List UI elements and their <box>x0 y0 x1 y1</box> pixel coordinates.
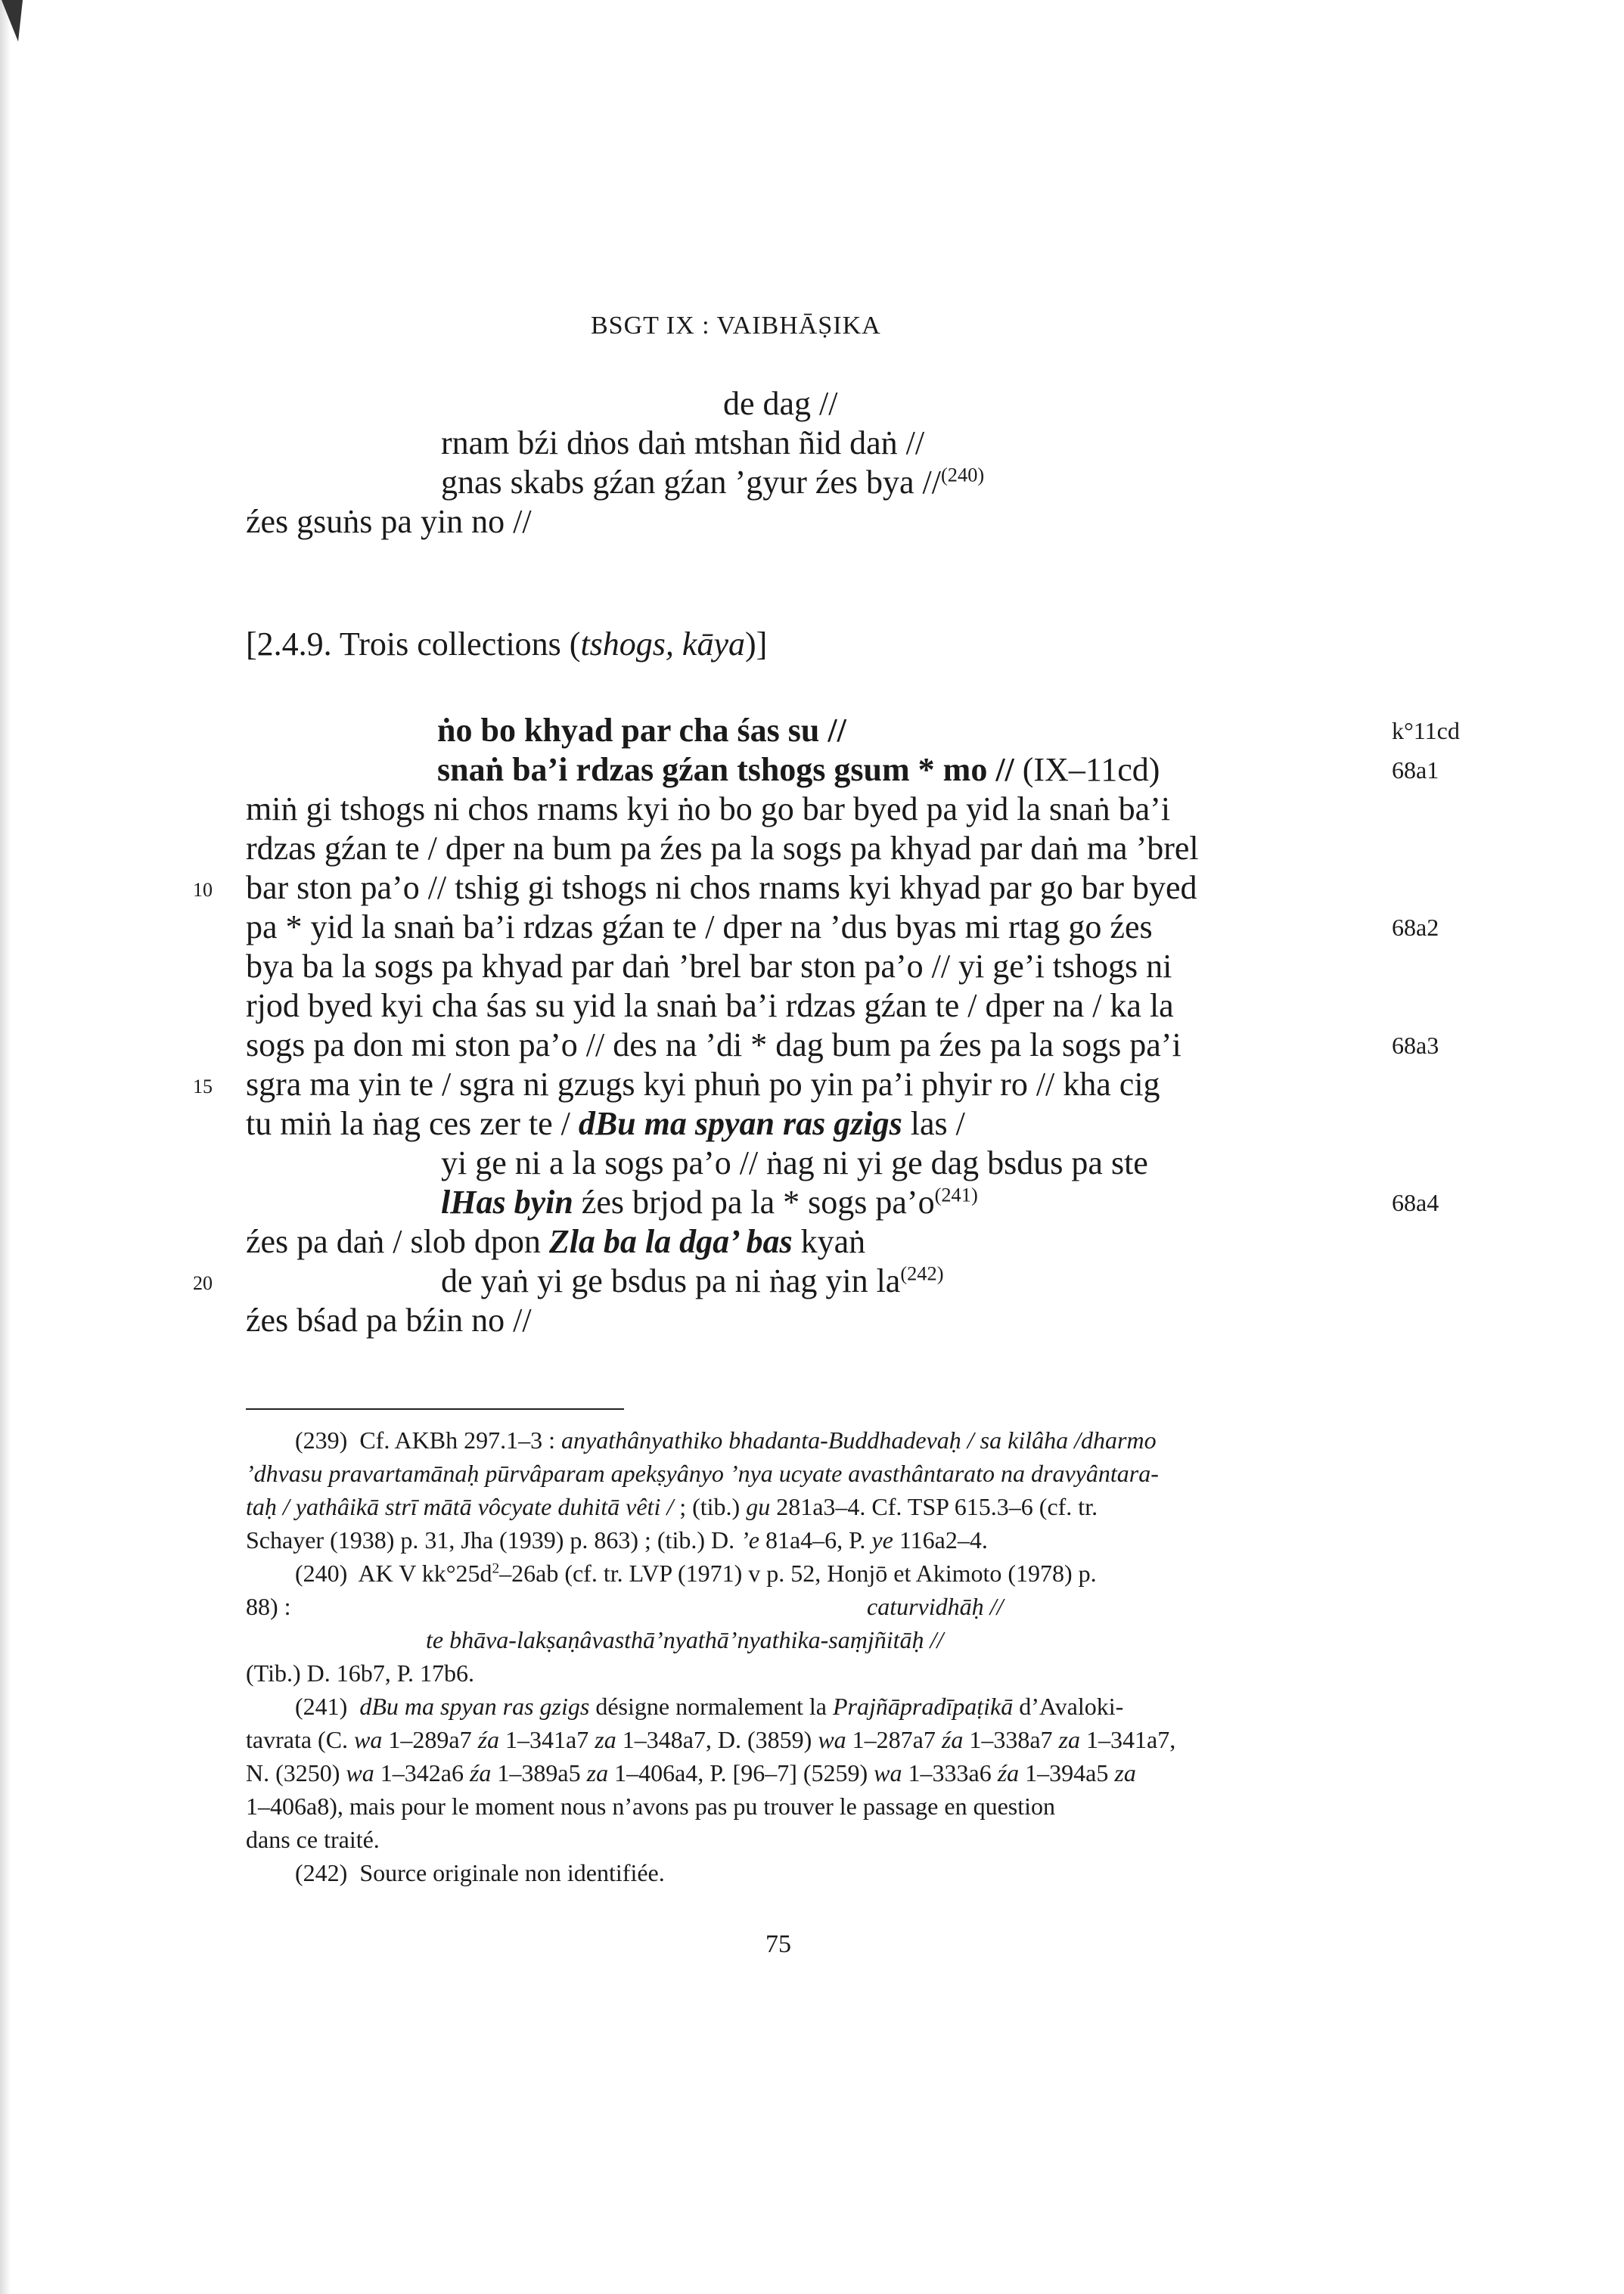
verse-line: de dag // <box>723 385 838 422</box>
page-number: 75 <box>765 1930 791 1958</box>
footnote-line: dans ce traité. <box>246 1826 380 1853</box>
prose-line: sgra ma yin te / sgra ni gzugs kyi phuṅ po yin pa’i phyir ro // kha cig <box>246 1066 1160 1103</box>
footnote-line: N. (3250) wa 1–342a6 źa 1–389a5 za 1–406a4, P. [96–7] (5259) wa 1–333a6 źa 1–394a5 za <box>246 1759 1136 1786</box>
prose-line: sogs pa don mi ston pa’o // des na ’di * dag bum pa źes pa la sogs pa’i <box>246 1026 1182 1063</box>
footnote-ref: (240) <box>941 463 985 486</box>
prose-line: bar ston pa’o // tshig gi tshogs ni chos rnams kyi khyad par go bar byed <box>246 869 1197 906</box>
scan-edge-shadow <box>0 0 11 2294</box>
footnote-ref: (242) <box>900 1262 944 1285</box>
footnote-verse: caturvidhāḥ // <box>867 1593 1004 1620</box>
prose-line: bya ba la sogs pa khyad par daṅ ’brel bar ston pa’o // yi ge’i tshogs ni <box>246 948 1172 985</box>
footnote-242: (242) Source originale non identifiée. <box>295 1859 665 1886</box>
footnote-verse: te bhāva-lakṣaṇâvasthā’nyathā’nyathika-saṃjñitāḥ // <box>426 1626 944 1653</box>
footnote-ref: (241) <box>934 1183 978 1206</box>
footnote-241: (241) dBu ma spyan ras gzigs désigne normalement la Prajñāpradīpaṭikā d’Avaloki- <box>295 1693 1124 1720</box>
prose-line: źes bśad pa bźin no // <box>246 1302 532 1339</box>
prose-line: tu miṅ la ṅag ces zer te / dBu ma spyan ras gzigs las / <box>246 1105 965 1142</box>
margin-ref: 68a1 <box>1392 756 1439 784</box>
scan-corner-mark <box>2 0 23 42</box>
prose-line: rjod byed kyi cha śas su yid la snaṅ ba’i rdzas gźan te / dper na / ka la <box>246 987 1174 1024</box>
margin-ref: k°11cd <box>1392 717 1460 744</box>
footnote-divider <box>246 1408 624 1410</box>
footnote-line: (Tib.) D. 16b7, P. 17b6. <box>246 1659 474 1687</box>
quote-line: lHas byin źes brjod pa la * sogs $pa’o^{(241)}$ <box>441 1183 978 1221</box>
margin-ref: 68a3 <box>1392 1032 1439 1059</box>
footnote-line: taḥ / yathâikā strī mātā vôcyate duhitā vêti / ; (tib.) gu 281a3–4. Cf. TSP 615.3–6 (cf. tr. <box>246 1493 1098 1520</box>
footnote-line: tavrata (C. wa 1–289a7 źa 1–341a7 za 1–348a7, D. (3859) wa 1–287a7 źa 1–338a7 za 1–341a7, <box>246 1726 1176 1753</box>
line-number: 20 <box>193 1272 213 1294</box>
quote-line: de yaṅ yi ge bsdus pa ni ṅag yin $la^{(242)}$ <box>441 1262 944 1299</box>
prose-line: miṅ gi tshogs ni chos rnams kyi ṅo bo go bar byed pa yid la snaṅ ba’i <box>246 790 1171 827</box>
footnote-240: (240) AK V $kk^\circ 25d^2-26ab$ (cf. tr. LVP (1971) v p. 52, Honjō et Akimoto (1978) p. <box>295 1560 1097 1587</box>
footnote-line: 1–406a8), mais pour le moment nous n’avons pas pu trouver le passage en question <box>246 1793 1055 1820</box>
footnote-line: ’dhvasu pravartamānaḥ pūrvâparam apekṣyânyo ’nya ucyate avasthântarato na dravyântara- <box>246 1460 1159 1487</box>
margin-ref: 68a2 <box>1392 914 1439 941</box>
prose-line: pa * yid la snaṅ ba’i rdzas gźan te / dper na ’dus byas mi rtag go źes <box>246 908 1153 945</box>
verse-line: źes gsuṅs pa yin no // <box>246 503 532 540</box>
karika-line: snaṅ ba’i rdzas gźan tshogs gsum * mo // (IX–11cd) <box>437 751 1160 788</box>
line-number: 10 <box>193 879 213 901</box>
margin-ref: 68a4 <box>1392 1189 1439 1216</box>
quote-line: yi ge ni a la sogs pa’o // ṅag ni yi ge dag bsdus pa ste <box>441 1144 1148 1181</box>
running-header: BSGT IX : VAIBHĀṢIKA <box>591 312 881 340</box>
footnote-line: Schayer (1938) p. 31, Jha (1939) p. 863) ; (tib.) D. ’e 81a4–6, P. ye 116a2–4. <box>246 1526 988 1554</box>
verse-line: gnas skabs gźan gźan ’gyur źes bya //$^{(240)}$ <box>441 463 985 501</box>
section-heading: [2.4.9. Trois collections (tshogs, kāya)] <box>246 625 768 663</box>
footnote-line: 88) : <box>246 1593 291 1620</box>
line-number: 15 <box>193 1076 213 1097</box>
verse-line: rnam bźi dṅos daṅ mtshan ñid daṅ // <box>441 424 925 461</box>
prose-line: źes pa daṅ / slob dpon Zla ba la dga’ bas kyaṅ <box>246 1223 866 1260</box>
prose-line: rdzas gźan te / dper na bum pa źes pa la sogs pa khyad par daṅ ma ’brel <box>246 830 1199 867</box>
karika-line: ṅo bo khyad par cha śas su // <box>437 712 846 749</box>
footnote-239: (239) Cf. AKBh 297.1–3 : anyathânyathiko bhadanta-Buddhadevaḥ / sa kilâha /dharmo <box>295 1426 1157 1454</box>
